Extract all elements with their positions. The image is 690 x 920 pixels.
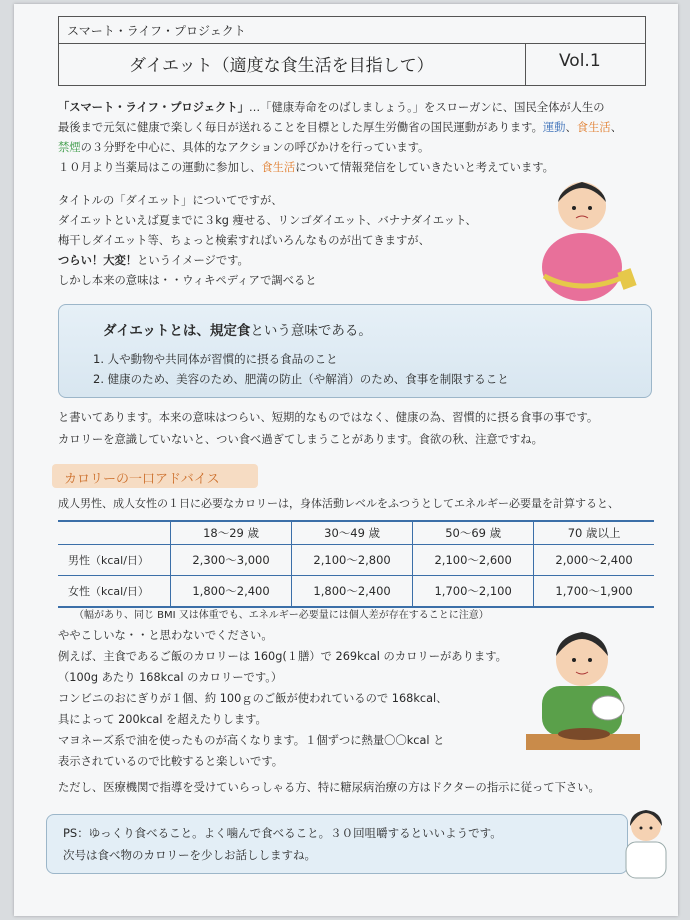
intro-text-5: について情報発信をしていきたいと考えています。 bbox=[295, 161, 554, 174]
body3-line-1: ややこしいな・・と思わないでください。 bbox=[58, 629, 273, 642]
intro-text-1: …「健康寿命をのばしましょう。」をスローガンに、国民全体が人生の bbox=[248, 101, 605, 114]
table-cell: 1,800～2,400 bbox=[292, 576, 413, 608]
definition-caption bbox=[103, 319, 372, 339]
body3-line-6: マヨネーズ系で油を使ったものが高くなります。１個ずつに熱量〇〇kcal と bbox=[58, 734, 445, 747]
table-note: （幅があり、同じ BMI 又は体重でも、エネルギー必要量には個人差が存在することに注意） bbox=[74, 610, 489, 621]
intro-project-name: 「スマート・ライフ・プロジェクト」 bbox=[58, 101, 249, 114]
header-box bbox=[58, 16, 646, 86]
body1-line-5: しかし本来の意味は・・ウィキペディアで調べると bbox=[58, 274, 317, 287]
intro-text-3: の３分野を中心に、具体的なアクションの呼びかけを行っています。 bbox=[80, 141, 430, 154]
body3-line-8: ただし、医療機関で指導を受けていらっしゃる方、特に糖尿病治療の方はドクターの指示に従って下さい。 bbox=[58, 781, 600, 794]
body1-line-4 bbox=[58, 253, 249, 268]
table-cell: 2,100～2,600 bbox=[413, 545, 534, 576]
page-title: ダイエット（適度な食生活を目指して） bbox=[129, 56, 434, 76]
intro-text-2: 最後まで元気に健康で楽しく毎日が送れることを目標とした厚生労働省の国民運動があります。 bbox=[58, 121, 543, 134]
table-header-row bbox=[58, 521, 654, 545]
table-cell: 1,700～2,100 bbox=[413, 576, 534, 608]
definition-item-2: 2. 健康のため、美容のため、肥満の防止（や解消）のため、食事を制限すること bbox=[93, 372, 509, 386]
ps-line-1: PS：ゆっくり食べること。よく噛んで食べること。３０回咀嚼するといいようです。 bbox=[63, 826, 502, 840]
table-cell: 2,000～2,400 bbox=[534, 545, 654, 576]
body3-line-2: 例えば、主食であるご飯のカロリーは 160g(１膳）で 269kcal のカロリーがあります。 bbox=[58, 650, 507, 663]
dieting-woman-illustration bbox=[534, 172, 644, 302]
table-cell: 1,700～1,900 bbox=[534, 576, 654, 608]
body1-line-2: ダイエットといえば夏までに３kg 痩せる、リンゴダイエット、バナナダイエット、 bbox=[58, 214, 477, 227]
body2-line-2: カロリーを意識していないと、つい食べ過ぎてしまうことがあります。食欲の秋、注意ですね。 bbox=[58, 433, 543, 446]
keyword-exercise: 運動 bbox=[542, 121, 566, 134]
keyword-diet: 食生活 bbox=[261, 161, 296, 174]
table-row bbox=[58, 576, 654, 608]
intro-line-3 bbox=[58, 140, 429, 155]
row-label: 女性（kcal/日） bbox=[58, 576, 171, 608]
emphasis-hard: つらい！大変！ bbox=[58, 254, 138, 267]
table-header-cell bbox=[58, 521, 171, 545]
table-cell: 2,300～3,000 bbox=[171, 545, 292, 576]
row-label: 男性（kcal/日） bbox=[58, 545, 171, 576]
advice-tag-label: カロリーの一口アドバイス bbox=[64, 472, 220, 487]
comma: 、 bbox=[565, 121, 577, 134]
body3-line-3: （100g あたり 168kcal のカロリーです。） bbox=[58, 671, 283, 684]
table-cell: 1,800～2,400 bbox=[171, 576, 292, 608]
body1-text-4: というイメージです。 bbox=[137, 254, 249, 267]
project-name: スマート・ライフ・プロジェクト bbox=[67, 24, 246, 38]
header-divider bbox=[525, 43, 526, 85]
intro-line-4 bbox=[58, 160, 554, 175]
table-header-cell: 30～49 歳 bbox=[292, 521, 413, 545]
calorie-table bbox=[58, 520, 654, 608]
table-row bbox=[58, 545, 654, 576]
body2-line-1: と書いてあります。本来の意味はつらい、短期的なものではなく、健康の為、習慣的に摂る食事の事です。 bbox=[58, 411, 599, 424]
newsletter-page bbox=[14, 4, 678, 916]
advice-tag bbox=[52, 464, 258, 488]
intro-line-1 bbox=[58, 100, 605, 115]
intro-line-2 bbox=[58, 120, 622, 135]
table-header-cell: 70 歳以上 bbox=[534, 521, 654, 545]
body3-line-5: 具によって 200kcal を超えたりします。 bbox=[58, 713, 267, 726]
body3-line-7: 表示されているので比較すると楽しいです。 bbox=[58, 755, 284, 768]
pharmacist-illustration bbox=[618, 804, 674, 880]
table-header-cell: 50～69 歳 bbox=[413, 521, 534, 545]
intro-text-4: １０月より当薬局はこの運動に参加し、 bbox=[58, 161, 262, 174]
comma: 、 bbox=[610, 121, 623, 134]
body1-line-1: タイトルの「ダイエット」についてですが、 bbox=[58, 194, 283, 207]
header-project-row bbox=[59, 17, 645, 44]
definition-item-1: 1. 人や動物や共同体が習慣的に摂る食品のこと bbox=[93, 352, 338, 366]
table-cell: 2,100～2,800 bbox=[292, 545, 413, 576]
body1-line-3: 梅干しダイエット等、ちょっと検索すればいろんなものが出てきますが、 bbox=[58, 234, 430, 247]
definition-box bbox=[58, 304, 652, 398]
keyword-diet: 食生活 bbox=[576, 121, 611, 134]
volume-number: Vol.1 bbox=[559, 51, 601, 71]
advice-intro: 成人男性、成人女性の１日に必要なカロリーは，身体活動レベルをふつうとしてエネルギー必要量を計算すると、 bbox=[58, 497, 619, 510]
body3-line-4: コンビニのおにぎりが１個、約 100ｇのご飯が使われているので 168kcal、 bbox=[58, 692, 448, 705]
eating-man-illustration bbox=[522, 616, 642, 756]
ps-line-2: 次号は食べ物のカロリーを少しお話ししますね。 bbox=[63, 848, 316, 862]
ps-box bbox=[46, 814, 628, 874]
table-header-cell: 18～29 歳 bbox=[171, 521, 292, 545]
definition-suffix: という意味である。 bbox=[250, 323, 372, 339]
keyword-no-smoking: 禁煙 bbox=[58, 141, 81, 154]
definition-term: ダイエットとは、規定食 bbox=[103, 323, 251, 339]
